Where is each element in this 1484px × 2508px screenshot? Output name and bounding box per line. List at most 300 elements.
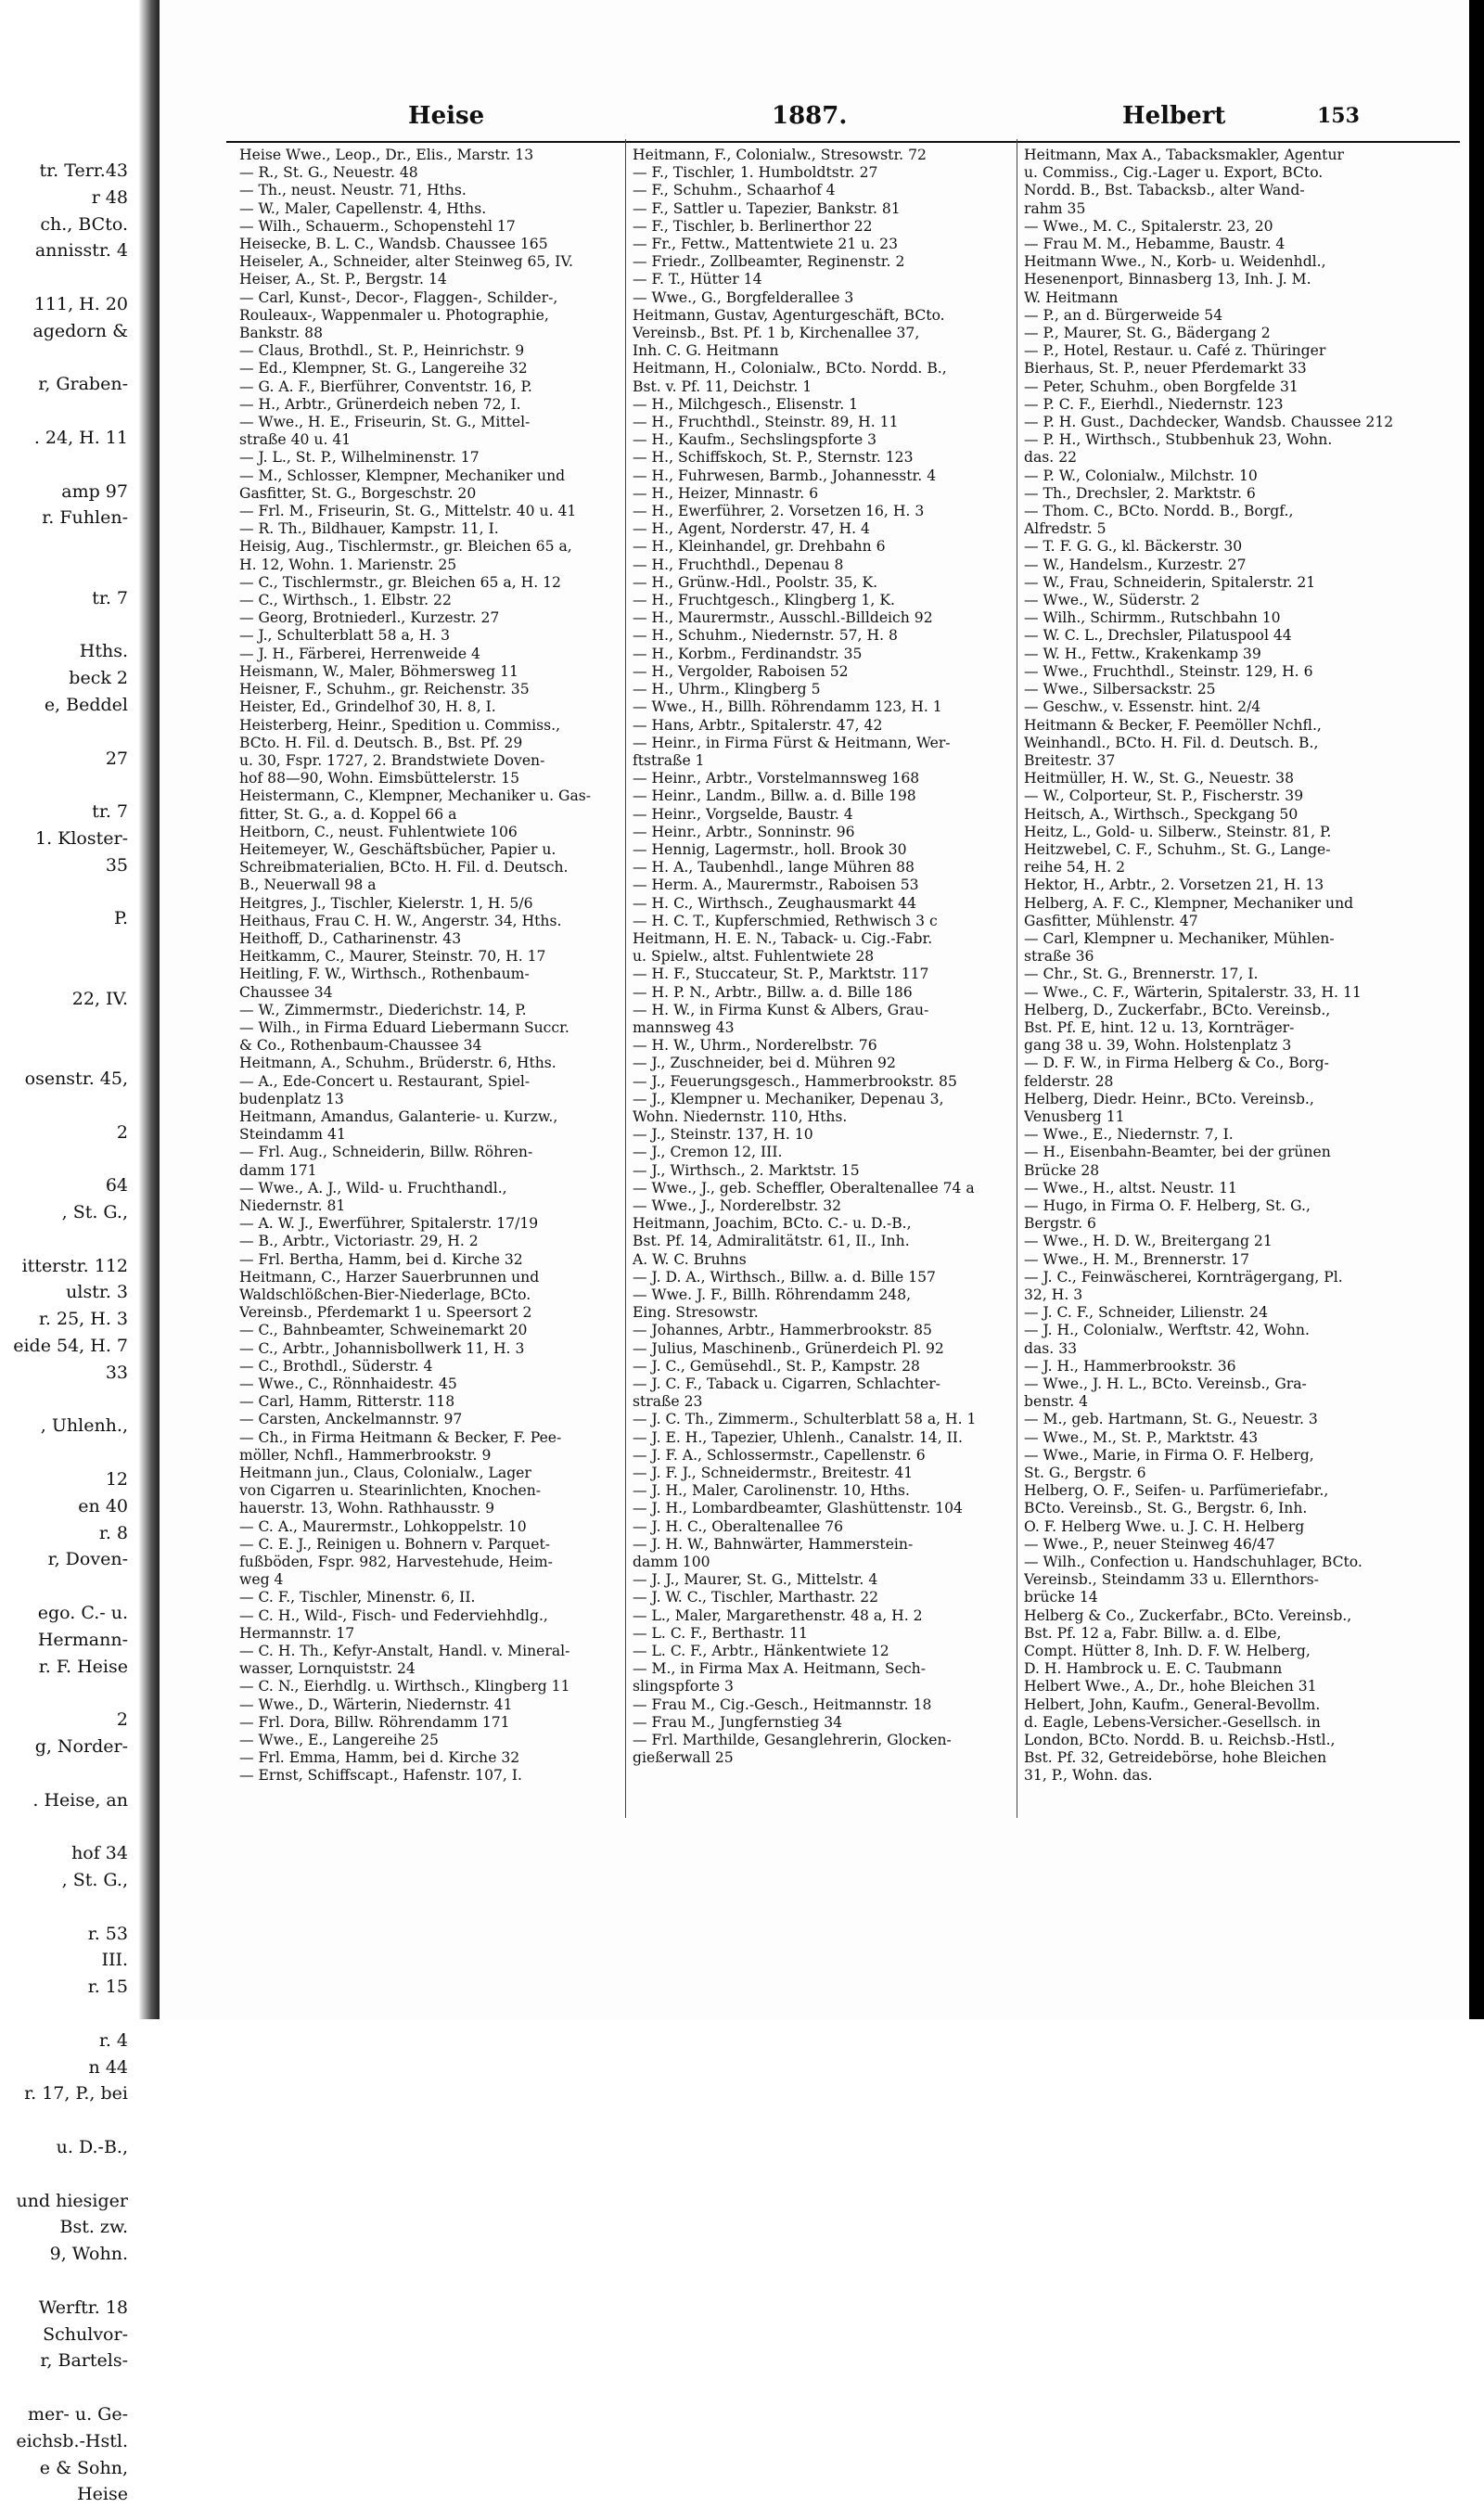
facing-page-fragment: beck 2: [69, 668, 128, 689]
directory-entry-line: — H., Eisenbahn-Beamter, bei der grünen: [1024, 1144, 1331, 1161]
directory-entry-line: — H. C. T., Kupferschmied, Rethwisch 3 c: [633, 912, 938, 929]
facing-page-fragment: [0, 959, 139, 986]
directory-entry-line: — Hugo, in Firma O. F. Helberg, St. G.,: [1024, 1196, 1311, 1214]
directory-entry-line: — J., Schulterblatt 58 a, H. 3: [239, 627, 451, 645]
directory-entry-line: — Ernst, Schiffscapt., Hafenstr. 107, I.: [239, 1767, 522, 1785]
directory-entry-line: Helbert, John, Kaufm., General-Bevollm.: [1024, 1695, 1321, 1713]
directory-entry-line: BCto. H. Fil. d. Deutsch. B., Bst. Pf. 29: [239, 734, 523, 751]
directory-entry-line: — H., Heizer, Minnastr. 6: [633, 484, 819, 502]
facing-page-fragment: [0, 1440, 139, 1466]
directory-entry-line: Rouleaux-, Wappenmaler u. Photographie,: [239, 306, 549, 324]
directory-entry-line: — P., Hotel, Restaur. u. Café z. Thüringer: [1024, 342, 1326, 360]
directory-entry-line: — Frl. Emma, Hamm, bei d. Kirche 32: [239, 1749, 520, 1767]
directory-entry-line: — J. L., St. P., Wilhelminenstr. 17: [239, 449, 480, 467]
directory-entry-line: H. 12, Wohn. 1. Marienstr. 25: [239, 556, 457, 573]
directory-entry-line: Venusberg 11: [1024, 1107, 1125, 1125]
directory-entry-line: straße 23: [633, 1393, 703, 1411]
directory-entry-line: mannsweg 43: [633, 1018, 735, 1036]
directory-entry-line: brücke 14: [1024, 1589, 1098, 1606]
directory-entry-line: — H., Vergolder, Raboisen 52: [633, 662, 849, 680]
directory-entry-line: — J., Klempner u. Mechaniker, Depenau 3,: [633, 1090, 944, 1107]
directory-entry-line: — Th., neust. Neustr. 71, Hths.: [239, 182, 467, 199]
directory-entry-line: — Geschw., v. Essenstr. hint. 2/4: [1024, 698, 1261, 716]
directory-entry-line: Heitmann, C., Harzer Sauerbrunnen und: [239, 1268, 540, 1286]
directory-entry-line: — Wilh., Schirmm., Rutschbahn 10: [1024, 609, 1281, 627]
facing-page-fragment: [0, 879, 139, 906]
directory-entry-line: — Wwe., J., geb. Scheffler, Oberaltenallee 74 a: [633, 1179, 975, 1196]
directory-entry-line: Hesenenport, Binnasberg 13, Inh. J. M.: [1024, 271, 1311, 288]
facing-page-fragment: [0, 612, 139, 639]
directory-entry-line: Vereinsb., Pferdemarkt 1 u. Speersort 2: [239, 1304, 532, 1322]
directory-entry-line: Heitling, F. W., Wirthsch., Rothenbaum-: [239, 966, 530, 983]
directory-entry-line: — Wwe., M., St. P., Marktstr. 43: [1024, 1428, 1259, 1446]
directory-entry-line: — W., Colporteur, St. P., Fischerstr. 39: [1024, 787, 1304, 805]
facing-page-fragment: P.: [114, 908, 128, 929]
directory-entry-line: — Chr., St. G., Brennerstr. 17, I.: [1024, 966, 1259, 983]
facing-page-fragment: r, Graben-: [38, 374, 128, 395]
directory-entry-line: — H., Kleinhandel, gr. Drehbahn 6: [633, 538, 886, 556]
directory-entry-line: Helberg & Co., Zuckerfabr., BCto. Vereinsb.,: [1024, 1606, 1352, 1624]
directory-entry-line: — J., Wirthsch., 2. Marktstr. 15: [633, 1161, 860, 1179]
directory-entry-line: — Heinr., Arbtr., Sonninstr. 96: [633, 823, 855, 840]
directory-entry-line: Helberg, D., Zuckerfabr., BCto. Vereinsb.,: [1024, 1001, 1331, 1018]
directory-entry-line: — J. C. Th., Zimmerm., Schulterblatt 58 a, H. 1: [633, 1411, 977, 1428]
directory-entry-line: Heister, Ed., Grindelhof 30, H. 8, I.: [239, 698, 496, 716]
directory-entry-line: B., Neuerwall 98 a: [239, 877, 377, 894]
directory-entry-line: — Wwe., J. H. L., BCto. Vereinsb., Gra-: [1024, 1376, 1307, 1393]
directory-entry-line: — H. F., Stuccateur, St. P., Marktstr. 117: [633, 966, 929, 983]
directory-entry-line: Heisecke, B. L. C., Wandsb. Chaussee 165: [239, 236, 548, 253]
directory-entry-line: Vereinsb., Bst. Pf. 1 b, Kirchenallee 37,: [633, 325, 920, 342]
facing-page-fragment: r. 17, P., bei: [24, 2083, 128, 2105]
directory-entry-line: — G. A. F., Bierführer, Conventstr. 16, P.: [239, 377, 532, 395]
directory-entry-line: — Frl. Marthilde, Gesanglehrerin, Glocken-: [633, 1732, 952, 1749]
directory-entry-line: felderstr. 28: [1024, 1072, 1114, 1090]
directory-entry-line: rahm 35: [1024, 199, 1086, 217]
page-number: 153: [1317, 104, 1360, 128]
directory-entry-line: — Thom. C., BCto. Nordd. B., Borgf.,: [1024, 503, 1294, 520]
directory-entry-line: — J. C. F., Schneider, Lilienstr. 24: [1024, 1304, 1268, 1322]
facing-page-fragment: Hths.: [79, 641, 128, 662]
directory-entry-line: — C., Wirthsch., 1. Elbstr. 22: [239, 592, 452, 609]
directory-entry-line: — J. C., Gemüsehdl., St. P., Kampstr. 28: [633, 1357, 920, 1375]
directory-entry-line: — H., Arbtr., Grünerdeich neben 72, I.: [239, 395, 521, 413]
directory-entry-line: — J. W. C., Tischler, Marthastr. 22: [633, 1589, 879, 1606]
directory-entry-line: — P. W., Colonialw., Milchstr. 10: [1024, 467, 1258, 484]
directory-entry-line: — R. Th., Bildhauer, Kampstr. 11, I.: [239, 520, 499, 538]
directory-entry-line: — Hans, Arbtr., Spitalerstr. 47, 42: [633, 716, 883, 734]
facing-page-fragment: osenstr. 45,: [24, 1068, 128, 1090]
directory-entry-line: Heitmann, Gustav, Agenturgeschäft, BCto.: [633, 306, 945, 324]
facing-page-fragment: e, Beddel: [44, 694, 128, 715]
facing-page-fragment: [0, 452, 139, 479]
directory-entry-line: — Carsten, Anckelmannstr. 97: [239, 1411, 463, 1428]
directory-entry-line: Helberg, Diedr. Heinr., BCto. Vereinsb.,: [1024, 1090, 1314, 1107]
directory-entry-line: Bst. Pf. 12 a, Fabr. Billw. a. d. Elbe,: [1024, 1624, 1282, 1642]
facing-page-fragment: eide 54, H. 7: [13, 1336, 128, 1357]
facing-page-fragment: . 24, H. 11: [33, 427, 128, 448]
directory-entry-line: das. 33: [1024, 1339, 1078, 1357]
facing-page-fragment: r. 25, H. 3: [38, 1309, 128, 1330]
directory-entry-line: Heitmann, F., Colonialw., Stresowstr. 72: [633, 147, 927, 163]
directory-entry-line: — Wwe., H., altst. Neustr. 11: [1024, 1179, 1237, 1196]
directory-entry-line: Heitmann, Amandus, Galanterie- u. Kurzw.,: [239, 1107, 558, 1125]
directory-entry-line: Heitzwebel, C. F., Schuhm., St. G., Lange-: [1024, 840, 1331, 858]
directory-entry-line: — J. H. W., Bahnwärter, Hammerstein-: [633, 1535, 914, 1553]
directory-entry-line: — W., Frau, Schneiderin, Spitalerstr. 21: [1024, 573, 1316, 591]
directory-entry-line: Gasfitter, Mühlenstr. 47: [1024, 912, 1198, 929]
directory-entry-line: — H., Kaufm., Sechslingspforte 3: [633, 431, 877, 449]
directory-entry-line: — C. N., Eierhdlg. u. Wirthsch., Klingberg 11: [239, 1678, 570, 1695]
directory-entry-line: — C., Tischlermstr., gr. Bleichen 65 a, H. 12: [239, 573, 561, 591]
facing-page-fragment: [0, 2161, 139, 2188]
facing-page-margin: [0, 0, 139, 2505]
directory-entry-line: — P., Maurer, St. G., Bädergang 2: [1024, 325, 1271, 342]
facing-page-fragment: r. 53: [87, 1923, 128, 1944]
directory-entry-line: Waldschlößchen-Bier-Niederlage, BCto.: [239, 1286, 531, 1303]
directory-entry-line: — J. F. A., Schlossermstr., Capellenstr. 6: [633, 1446, 926, 1464]
directory-entry-line: Heiseler, A., Schneider, alter Steinweg 65, IV.: [239, 253, 573, 271]
directory-entry-line: — J. H. C., Oberaltenallee 76: [633, 1517, 844, 1535]
directory-entry-line: 31, P., Wohn. das.: [1024, 1767, 1153, 1785]
directory-entry-line: — Wwe., G., Borgfelderallee 3: [633, 288, 854, 306]
facing-page-fragment: 2: [116, 1709, 128, 1731]
directory-entry-line: Bst. Pf. E, hint. 12 u. 13, Kornträger-: [1024, 1018, 1295, 1036]
directory-entry-line: — H. W., in Firma Kunst & Albers, Grau-: [633, 1001, 929, 1018]
facing-page-fragment: amp 97: [61, 480, 128, 502]
directory-entry-line: Eing. Stresowstr.: [633, 1304, 759, 1322]
facing-page-fragment: Hermann-: [37, 1629, 128, 1650]
facing-page-fragment: [0, 558, 139, 585]
directory-entry-line: — P. C. F., Eierhdl., Niedernstr. 123: [1024, 395, 1284, 413]
directory-entry-line: — J., Cremon 12, III.: [633, 1144, 783, 1161]
facing-page-fragment: r. Fuhlen-: [42, 507, 128, 529]
facing-page-fragment: [0, 932, 139, 959]
facing-page-fragment: mer- u. Ge-: [28, 2403, 128, 2425]
directory-entry-line: — Herm. A., Maurermstr., Raboisen 53: [633, 877, 919, 894]
directory-column-3: [1024, 147, 1404, 1785]
facing-page-fragment: , St. G.,: [61, 1202, 128, 1223]
directory-entry-line: — F., Tischler, b. Berlinerthor 22: [633, 217, 873, 235]
directory-entry-line: Heismann, W., Maler, Böhmersweg 11: [239, 662, 518, 680]
directory-entry-line: — H., Fruchtgesch., Klingberg 1, K.: [633, 592, 895, 609]
directory-entry-line: — J. C., Feinwäscherei, Kornträgergang, Pl.: [1024, 1268, 1343, 1286]
facing-page-text: [0, 158, 139, 2508]
directory-entry-line: — Frl. Aug., Schneiderin, Billw. Röhren-: [239, 1144, 533, 1161]
directory-entry-line: — J., Steinstr. 137, H. 10: [633, 1126, 813, 1144]
directory-entry-line: Weinhandl., BCto. H. Fil. d. Deutsch. B.,: [1024, 734, 1319, 751]
directory-entry-line: — M., in Firma Max A. Heitmann, Sech-: [633, 1660, 926, 1678]
directory-entry-line: — P. H., Wirthsch., Stubbenhuk 23, Wohn.: [1024, 431, 1333, 449]
facing-page-fragment: 27: [105, 748, 128, 769]
facing-page-fragment: [0, 1226, 139, 1253]
directory-entry-line: — J. H., Maler, Carolinenstr. 10, Hths.: [633, 1482, 911, 1500]
directory-entry-line: — J. E. H., Tapezier, Uhlenh., Canalstr. 14, II.: [633, 1428, 963, 1446]
directory-entry-line: — H. W., Uhrm., Norderelbstr. 76: [633, 1037, 877, 1055]
facing-page-fragment: e & Sohn,: [39, 2457, 128, 2478]
directory-entry-line: — J. H., Lombardbeamter, Glashüttenstr. 104: [633, 1500, 963, 1517]
directory-entry-line: — C., Arbtr., Johannisbollwerk 11, H. 3: [239, 1339, 525, 1357]
directory-entry-line: Heitmann, Joachim, BCto. C.- u. D.-B.,: [633, 1215, 912, 1233]
directory-entry-line: O. F. Helberg Wwe. u. J. C. H. Helberg: [1024, 1517, 1305, 1535]
directory-entry-line: — Peter, Schuhm., oben Borgfelde 31: [1024, 377, 1298, 395]
facing-page-fragment: r. 8: [98, 1522, 128, 1543]
directory-entry-line: weg 4: [239, 1571, 284, 1589]
facing-page-fragment: r 48: [91, 186, 128, 208]
facing-page-fragment: [0, 1894, 139, 1921]
facing-page-fragment: 2: [116, 1121, 128, 1143]
directory-entry-line: — P. H. Gust., Dachdecker, Wandsb. Chaussee 212: [1024, 414, 1394, 431]
facing-page-fragment: u. D.-B.,: [56, 2136, 128, 2157]
directory-entry-line: — Wwe., H., Billh. Röhrendamm 123, H. 1: [633, 698, 942, 716]
directory-entry-line: Bst. Pf. 14, Admiralitätstr. 61, II., Inh.: [633, 1233, 910, 1250]
directory-entry-line: — C. A., Maurermstr., Lohkoppelstr. 10: [239, 1517, 527, 1535]
directory-entry-line: — W., Maler, Capellenstr. 4, Hths.: [239, 199, 487, 217]
directory-entry-line: — Wwe., Fruchthdl., Steinstr. 129, H. 6: [1024, 662, 1313, 680]
directory-entry-line: Hermannstr. 17: [239, 1624, 355, 1642]
directory-entry-line: Heitmann, A., Schuhm., Brüderstr. 6, Hths.: [239, 1055, 556, 1072]
directory-entry-line: — H., Maurermstr., Ausschl.-Billdeich 92: [633, 609, 933, 627]
directory-entry-line: gang 38 u. 39, Wohn. Holstenplatz 3: [1024, 1037, 1292, 1055]
facing-page-fragment: 64: [105, 1175, 128, 1196]
directory-entry-line: — P., an d. Bürgerweide 54: [1024, 306, 1223, 324]
directory-entry-line: — H., Korbm., Ferdinandstr. 35: [633, 645, 863, 662]
directory-entry-line: Helberg, O. F., Seifen- u. Parfümeriefabr.,: [1024, 1482, 1329, 1500]
directory-entry-line: — Th., Drechsler, 2. Marktstr. 6: [1024, 484, 1256, 502]
directory-entry-line: Wohn. Niedernstr. 110, Hths.: [633, 1107, 848, 1125]
scan-edge: [1469, 0, 1484, 2019]
directory-entry-line: Heise Wwe., Leop., Dr., Elis., Marstr. 13: [239, 147, 534, 163]
directory-entry-line: — Ed., Klempner, St. G., Langereihe 32: [239, 360, 528, 377]
directory-entry-line: Heithoff, D., Catharinenstr. 43: [239, 929, 462, 947]
directory-entry-line: ftstraße 1: [633, 751, 705, 769]
directory-entry-line: Helbert Wwe., A., Dr., hohe Bleichen 31: [1024, 1678, 1317, 1695]
directory-entry-line: — Georg, Brotniederl., Kurzestr. 27: [239, 609, 500, 627]
directory-entry-line: Nordd. B., Bst. Tabacksb., alter Wand-: [1024, 182, 1305, 199]
facing-page-fragment: [0, 1093, 139, 1120]
facing-page-fragment: r, Bartels-: [40, 2350, 128, 2372]
facing-page-fragment: [0, 1680, 139, 1707]
facing-page-fragment: annisstr. 4: [34, 240, 128, 262]
directory-entry-line: gießerwall 25: [633, 1749, 734, 1767]
directory-entry-line: — Julius, Maschinenb., Grünerdeich Pl. 92: [633, 1339, 944, 1357]
directory-entry-line: Hektor, H., Arbtr., 2. Vorsetzen 21, H. 13: [1024, 877, 1324, 894]
directory-entry-line: BCto. Vereinsb., St. G., Bergstr. 6, Inh.: [1024, 1500, 1308, 1517]
directory-entry-line: Heitmann, H. E. N., Taback- u. Cig.-Fabr.: [633, 929, 933, 947]
directory-entry-line: Heitmann Wwe., N., Korb- u. Weidenhdl.,: [1024, 253, 1326, 271]
directory-column-1: [239, 147, 620, 1785]
directory-entry-line: — J., Feuerungsgesch., Hammerbrookstr. 85: [633, 1072, 957, 1090]
facing-page-fragment: [0, 719, 139, 746]
directory-entry-line: — H. P. N., Arbtr., Billw. a. d. Bille 186: [633, 983, 913, 1001]
directory-entry-line: damm 100: [633, 1554, 710, 1571]
directory-entry-line: — W. H., Fettw., Krakenkamp 39: [1024, 645, 1261, 662]
facing-page-fragment: 1. Kloster-: [34, 827, 128, 849]
directory-entry-line: Heisner, F., Schuhm., gr. Reichenstr. 35: [239, 681, 530, 698]
directory-entry-line: — Wwe., Marie, in Firma O. F. Helberg,: [1024, 1446, 1314, 1464]
directory-entry-line: Heiser, A., St. P., Bergstr. 14: [239, 271, 447, 288]
directory-entry-line: Gasfitter, St. G., Borgeschstr. 20: [239, 484, 477, 502]
facing-page-fragment: r, Doven-: [47, 1549, 128, 1570]
directory-entry-line: Schreibmaterialien, BCto. H. Fil. d. Deutsch.: [239, 859, 569, 877]
facing-page-fragment: [0, 531, 139, 558]
directory-entry-line: — Heinr., in Firma Fürst & Heitmann, Wer-: [633, 734, 951, 751]
directory-entry-line: — W., Zimmermstr., Diederichstr. 14, P.: [239, 1001, 527, 1018]
directory-entry-line: — Fr., Fettw., Mattentwiete 21 u. 23: [633, 236, 899, 253]
directory-entry-line: — Frau M., Jungfernstieg 34: [633, 1713, 843, 1731]
directory-entry-line: Heitz, L., Gold- u. Silberw., Steinstr. 81, P.: [1024, 823, 1332, 840]
facing-page-fragment: Heise: [77, 2484, 128, 2505]
facing-page-fragment: itterstr. 112: [21, 1255, 128, 1276]
directory-entry-line: u. Spielw., altst. Fuhlentwiete 28: [633, 948, 875, 966]
directory-entry-line: Heitborn, C., neust. Fuhlentwiete 106: [239, 823, 518, 840]
directory-entry-line: — C., Brothdl., Süderstr. 4: [239, 1357, 433, 1375]
directory-entry-line: — Wwe., H. D. W., Breitergang 21: [1024, 1233, 1273, 1250]
directory-entry-line: — Wwe., C. F., Wärterin, Spitalerstr. 33, H. 11: [1024, 983, 1362, 1001]
directory-entry-line: — R., St. G., Neuestr. 48: [239, 164, 418, 182]
directory-entry-line: fußböden, Fspr. 982, Harvestehude, Heim-: [239, 1554, 553, 1571]
directory-entry-line: — J. D. A., Wirthsch., Billw. a. d. Bille 157: [633, 1268, 936, 1286]
facing-page-fragment: tr. Terr.43: [39, 160, 128, 181]
directory-entry-line: — C. H., Wild-, Fisch- und Federviehhdlg.,: [239, 1606, 548, 1624]
directory-entry-line: — L. C. F., Berthastr. 11: [633, 1624, 808, 1642]
directory-entry-line: — Claus, Brothdl., St. P., Heinrichstr. 9: [239, 342, 525, 360]
directory-entry-line: — J. F. J., Schneidermstr., Breitestr. 41: [633, 1465, 914, 1482]
facing-page-fragment: [0, 2268, 139, 2295]
facing-page-fragment: [0, 1013, 139, 1040]
facing-page-fragment: r. F. Heise: [38, 1656, 128, 1677]
directory-entry-line: Bst. v. Pf. 11, Deichstr. 1: [633, 377, 812, 395]
directory-entry-line: — Wwe., Silbersackstr. 25: [1024, 681, 1216, 698]
facing-page-fragment: tr. 7: [92, 801, 128, 823]
directory-entry-line: — Wwe., D., Wärterin, Niedernstr. 41: [239, 1695, 513, 1713]
facing-page-fragment: g, Norder-: [34, 1736, 128, 1758]
directory-entry-line: — Carl, Hamm, Ritterstr. 118: [239, 1393, 455, 1411]
facing-page-fragment: Bst. zw.: [59, 2217, 128, 2238]
directory-entry-line: — J. C. F., Taback u. Cigarren, Schlachter-: [633, 1376, 940, 1393]
directory-entry-line: möller, Nchfl., Hammerbrookstr. 9: [239, 1446, 492, 1464]
directory-entry-line: — Frau M. M., Hebamme, Baustr. 4: [1024, 236, 1286, 253]
directory-entry-line: — H., Uhrm., Klingberg 5: [633, 681, 821, 698]
header-rule: [226, 141, 1460, 143]
directory-entry-line: 32, H. 3: [1024, 1286, 1083, 1303]
directory-entry-line: D. H. Hambrock u. E. C. Taubmann: [1024, 1660, 1283, 1678]
directory-entry-line: damm 171: [239, 1161, 317, 1179]
facing-page-fragment: III.: [101, 1950, 128, 1971]
directory-entry-line: Heitkamm, C., Maurer, Steinstr. 70, H. 17: [239, 948, 546, 966]
facing-page-fragment: hof 34: [71, 1843, 128, 1864]
facing-page-fragment: , St. G.,: [61, 1870, 128, 1890]
header-right-keyword: Helbert: [1122, 102, 1226, 130]
directory-entry-line: — F., Sattler u. Tapezier, Bankstr. 81: [633, 199, 901, 217]
directory-entry-line: — Wwe., P., neuer Steinweg 46/47: [1024, 1535, 1275, 1553]
directory-entry-line: — B., Arbtr., Victoriastr. 29, H. 2: [239, 1233, 479, 1250]
facing-page-fragment: [0, 398, 139, 425]
directory-entry-line: — Johannes, Arbtr., Hammerbrookstr. 85: [633, 1322, 932, 1339]
facing-page-fragment: , Uhlenh.,: [40, 1415, 128, 1437]
directory-entry-line: — L. C. F., Arbtr., Hänkentwiete 12: [633, 1643, 889, 1660]
directory-entry-line: — T. F. G. G., kl. Bäckerstr. 30: [1024, 538, 1243, 556]
directory-entry-line: — J. J., Maurer, St. G., Mittelstr. 4: [633, 1571, 878, 1589]
directory-entry-line: — H., Schiffskoch, St. P., Sternstr. 123: [633, 449, 914, 467]
directory-entry-line: von Cigarren u. Stearinlichten, Knochen-: [239, 1482, 542, 1500]
directory-entry-line: — H., Grünw.-Hdl., Poolstr. 35, K.: [633, 573, 878, 591]
facing-page-fragment: ch., BCto.: [40, 213, 128, 235]
directory-entry-line: — Wwe., A. J., Wild- u. Fruchthandl.,: [239, 1179, 507, 1196]
directory-entry-line: — Heinr., Landm., Billw. a. d. Bille 198: [633, 787, 916, 805]
facing-page-fragment: [0, 772, 139, 799]
header-year: 1887.: [772, 102, 848, 130]
directory-entry-line: — Friedr., Zollbeamter, Reginenstr. 2: [633, 253, 905, 271]
directory-entry-line: — Carl, Kunst-, Decor-, Flaggen-, Schilder-,: [239, 288, 558, 306]
directory-entry-line: — W., Handelsm., Kurzestr. 27: [1024, 556, 1247, 573]
directory-entry-line: Steindamm 41: [239, 1126, 346, 1144]
directory-entry-line: Heitmann, H., Colonialw., BCto. Nordd. B.,: [633, 360, 947, 377]
directory-entry-line: — C. H. Th., Kefyr-Anstalt, Handl. v. Mineral-: [239, 1643, 570, 1660]
directory-entry-line: Heitmann & Becker, F. Peemöller Nchfl.,: [1024, 716, 1322, 734]
directory-entry-line: — J. H., Colonialw., Werftstr. 42, Wohn.: [1024, 1322, 1310, 1339]
directory-entry-line: — J. H., Färberei, Herrenweide 4: [239, 645, 480, 662]
facing-page-fragment: und hiesiger: [16, 2190, 128, 2211]
directory-entry-line: Heitmann jun., Claus, Colonialw., Lager: [239, 1465, 531, 1482]
directory-entry-line: — Wilh., in Firma Eduard Liebermann Succr.: [239, 1018, 569, 1036]
facing-page-fragment: [0, 2001, 139, 2028]
directory-entry-line: Breitestr. 37: [1024, 751, 1116, 769]
directory-entry-line: Bierhaus, St. P., neuer Pferdemarkt 33: [1024, 360, 1307, 377]
directory-entry-line: Chaussee 34: [239, 983, 333, 1001]
directory-entry-line: das. 22: [1024, 449, 1078, 467]
directory-entry-line: Inh. C. G. Heitmann: [633, 342, 779, 360]
facing-page-fragment: 12: [105, 1469, 128, 1491]
directory-entry-line: — H. A., Taubenhdl., lange Mühren 88: [633, 859, 915, 877]
column-divider: [625, 139, 626, 1818]
facing-page-fragment: 22, IV.: [71, 988, 128, 1009]
directory-entry-line: — M., geb. Hartmann, St. G., Neuestr. 3: [1024, 1411, 1318, 1428]
directory-entry-line: — W. C. L., Drechsler, Pilatuspool 44: [1024, 627, 1292, 645]
directory-entry-line: — A., Ede-Concert u. Restaurant, Spiel-: [239, 1072, 531, 1090]
directory-entry-line: — Wwe., M. C., Spitalerstr. 23, 20: [1024, 217, 1273, 235]
directory-entry-line: — Wilh., Confection u. Handschuhlager, BCto.: [1024, 1554, 1362, 1571]
directory-entry-line: Bergstr. 6: [1024, 1215, 1096, 1233]
directory-entry-line: Heitmann, Max A., Tabacksmakler, Agentur: [1024, 147, 1344, 163]
directory-entry-line: — H. C., Wirthsch., Zeughausmarkt 44: [633, 894, 916, 912]
directory-entry-line: — M., Schlosser, Klempner, Mechaniker und: [239, 467, 566, 484]
facing-page-fragment: en 40: [78, 1495, 128, 1516]
facing-page-fragment: n 44: [88, 2056, 128, 2078]
directory-entry-line: — Frl. M., Friseurin, St. G., Mittelstr. 40 u. 41: [239, 503, 577, 520]
directory-entry-line: — F. T., Hütter 14: [633, 271, 762, 288]
directory-entry-line: Heisig, Aug., Tischlermstr., gr. Bleichen 65 a,: [239, 538, 572, 556]
directory-entry-line: — L., Maler, Margarethenstr. 48 a, H. 2: [633, 1606, 923, 1624]
directory-entry-line: — H., Agent, Norderstr. 47, H. 4: [633, 520, 870, 538]
facing-page-fragment: ego. C.- u.: [37, 1603, 128, 1624]
facing-page-fragment: [0, 264, 139, 291]
directory-entry-line: W. Heitmann: [1024, 288, 1119, 306]
directory-entry-line: Heitsch, A., Wirthsch., Speckgang 50: [1024, 805, 1298, 823]
directory-entry-line: straße 36: [1024, 948, 1094, 966]
directory-entry-line: fitter, St. G., a. d. Koppel 66 a: [239, 805, 457, 823]
directory-entry-line: Bst. Pf. 32, Getreidebörse, hohe Bleichen: [1024, 1749, 1327, 1767]
directory-entry-line: — Wwe., W., Süderstr. 2: [1024, 592, 1200, 609]
directory-entry-line: A. W. C. Bruhns: [633, 1250, 747, 1268]
facing-page-fragment: [0, 1145, 139, 1172]
directory-entry-line: — C. F., Tischler, Minenstr. 6, II.: [239, 1589, 476, 1606]
directory-entry-line: — J., Zuschneider, bei d. Mühren 92: [633, 1055, 896, 1072]
directory-entry-line: Niedernstr. 81: [239, 1196, 346, 1214]
facing-page-fragment: [0, 1039, 139, 1066]
directory-entry-line: hauerstr. 13, Wohn. Rathhausstr. 9: [239, 1500, 495, 1517]
facing-page-fragment: agedorn &: [32, 320, 128, 341]
